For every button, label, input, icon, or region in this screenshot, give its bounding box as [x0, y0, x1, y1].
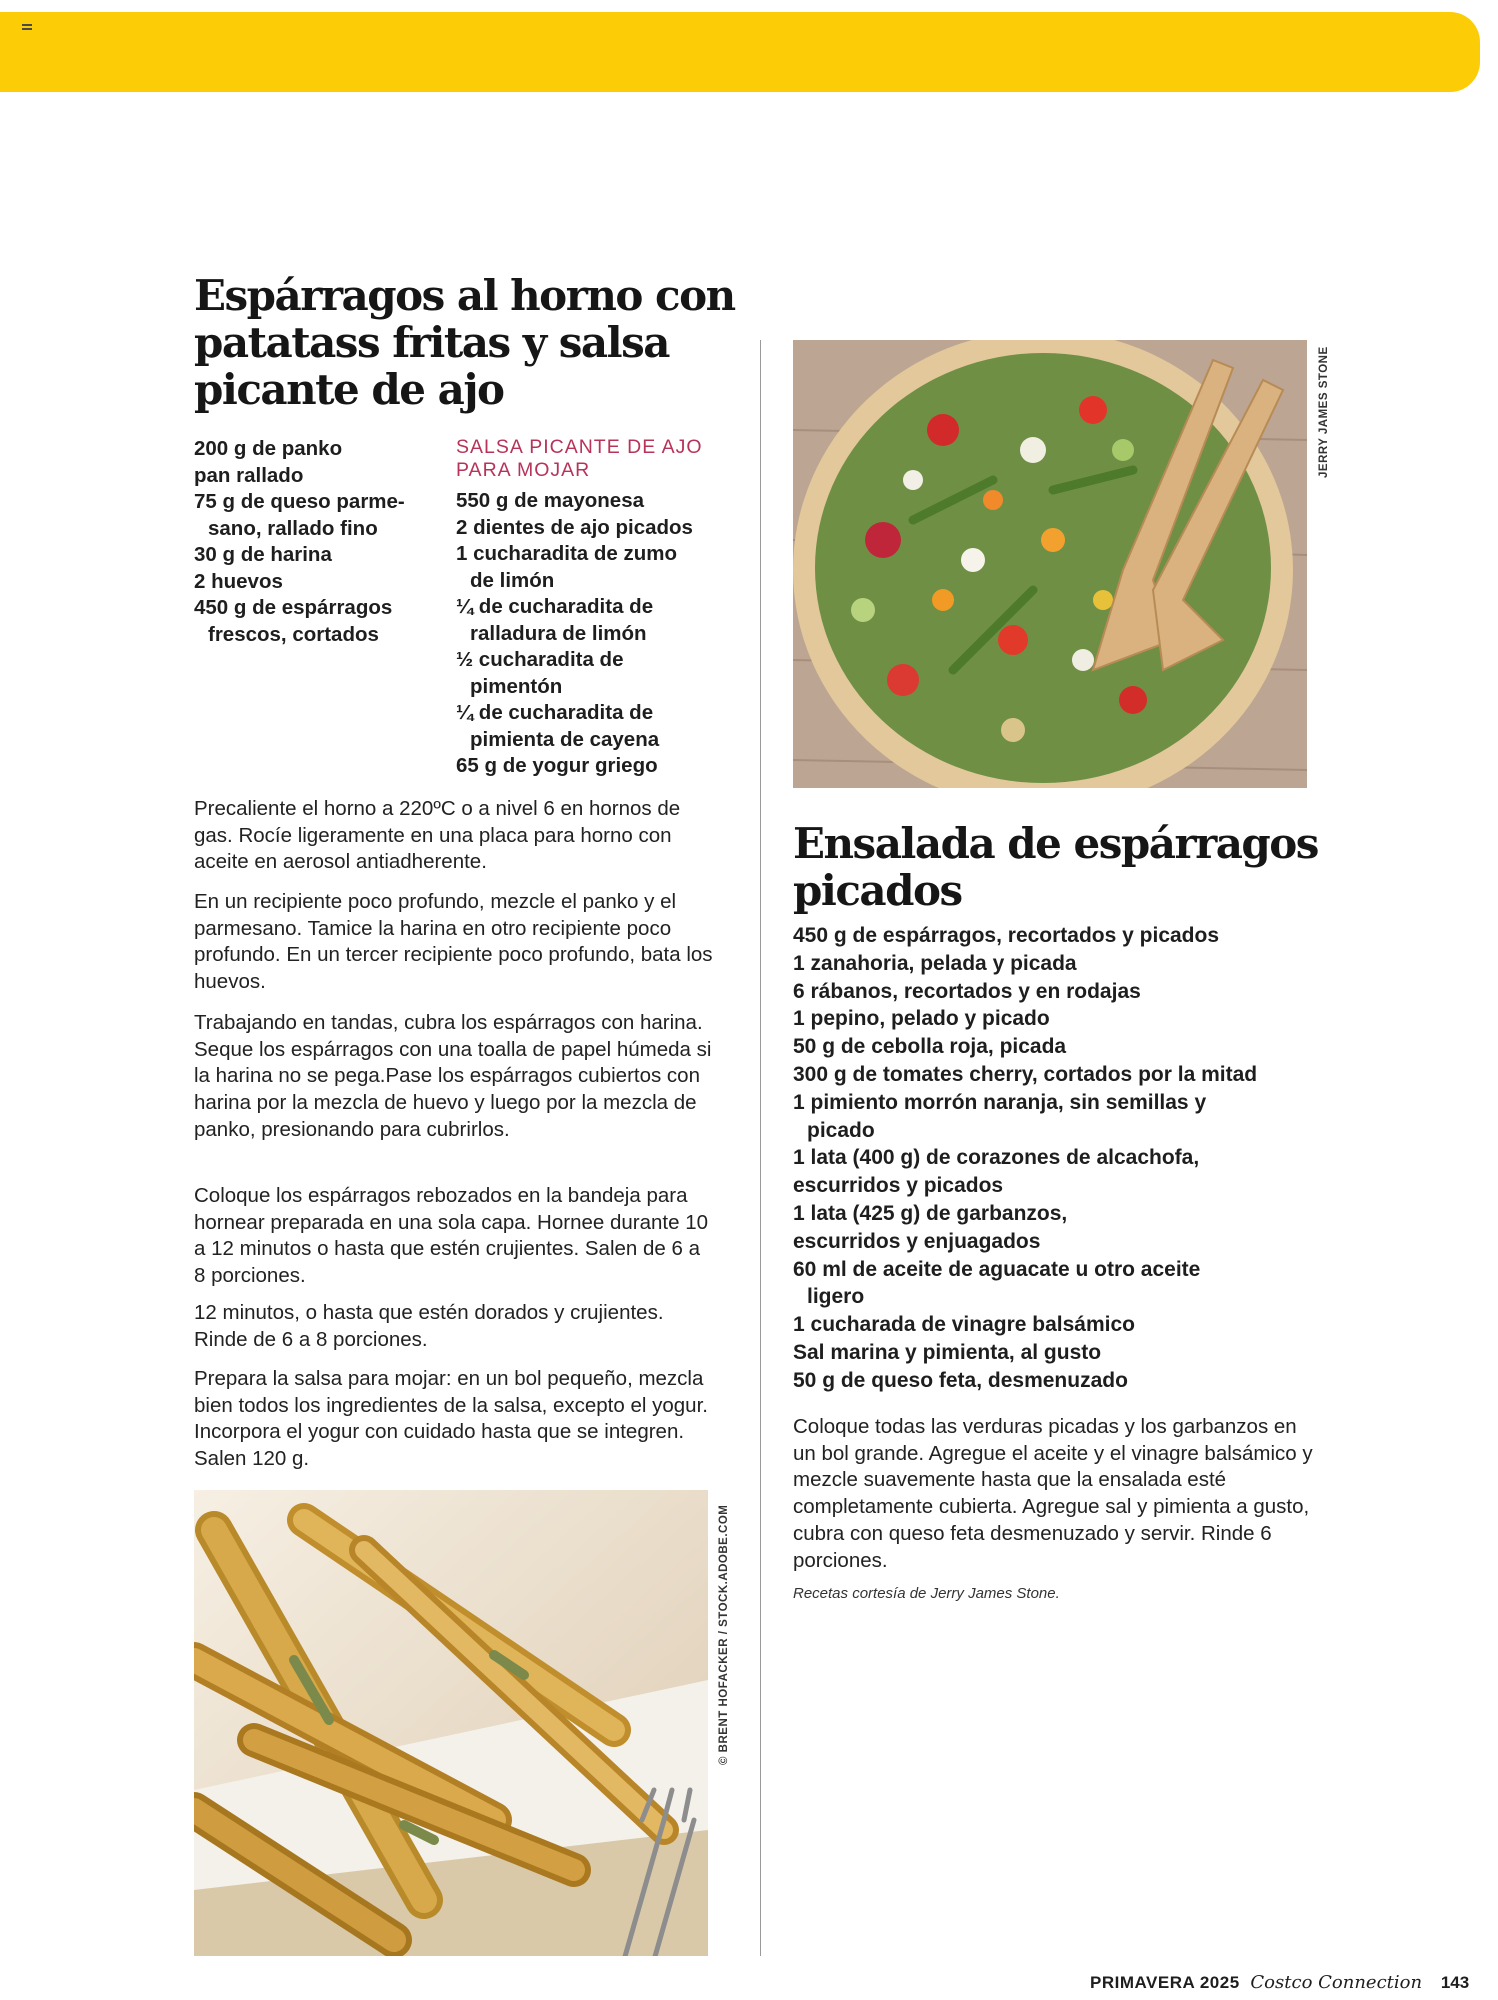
ingredient-item [793, 1339, 1353, 1367]
ingredient-item [456, 700, 716, 753]
ingredient-item [456, 753, 716, 780]
page-number: 143 [1440, 1973, 1470, 1992]
ingredient-text: 1 cucharadita de zumo [456, 542, 678, 565]
ingredient-text: 300 g de tomates cherry, cortados por la mitad [793, 1062, 1258, 1086]
ingredient-text: ¼ de cucharadita de [456, 595, 654, 618]
ingredient-item [194, 463, 454, 490]
ingredient-text: 6 rábanos, recortados y en rodajas [793, 979, 1141, 1003]
recipe2-title: Ensalada de espárragos picados [793, 819, 1318, 915]
ingredient-text: 1 lata (400 g) de corazones de alcachofa, [793, 1146, 1200, 1170]
ingredient-text: 65 g de yogur griego [456, 754, 658, 777]
ingredient-item [194, 542, 454, 569]
ingredient-text-continued: de limón [470, 568, 555, 592]
recipe1-step: En un recipiente poco profundo, mezcle el panko y el parmesano. Tamice la harina en otro recipiente poco profundo. En un tercer recipiente poco profundo, bata los huevos. [194, 890, 713, 994]
ingredient-text-continued: ralladura de limón [470, 621, 647, 645]
ingredient-text: 550 g de mayonesa [456, 489, 645, 512]
ingredient-text: 50 g de cebolla roja, picada [793, 1035, 1067, 1059]
ingredient-item [793, 1061, 1353, 1089]
footer-magazine-name: Costco Connection [1250, 1972, 1423, 1993]
ingredient-item [456, 515, 716, 542]
recipe1-step: Trabajando en tandas, cubra los espárragos con harina. Seque los espárragos con una toalla de papel húmeda si la harina no se pega.Pase los espárragos cubiertos con harina por la mezcla de huevo y luego por la mezcla de panko, presionando para cubrirlos. [194, 1011, 712, 1141]
asparagus-photo-credit: © BRENT HOFACKER / STOCK.ADOBE.COM [718, 1504, 730, 1765]
ingredient-item [194, 595, 454, 648]
recipe2-ingredient-list [793, 922, 1353, 1395]
menu-icon[interactable] [22, 24, 32, 34]
ingredient-text: 75 g de queso parme- [194, 490, 405, 513]
ingredient-item [456, 594, 716, 647]
top-banner [0, 12, 1480, 92]
ingredient-item [194, 489, 454, 542]
salad-photo-credit: JERRY JAMES STONE [1318, 346, 1330, 478]
ingredient-text: 1 zanahoria, pelada y picada [793, 951, 1077, 975]
ingredient-text: 1 pepino, pelado y picado [793, 1007, 1050, 1031]
ingredient-item [793, 978, 1353, 1006]
ingredient-item [793, 1005, 1353, 1033]
sauce-ingredient-list [456, 488, 716, 780]
recipe1-ingredient-list [194, 436, 454, 648]
ingredient-item [793, 1144, 1353, 1172]
column-divider [760, 340, 761, 1956]
ingredient-text: pan rallado [194, 463, 304, 487]
ingredient-text: 60 ml de aceite de aguacate u otro aceite [793, 1257, 1201, 1281]
ingredient-item [793, 1172, 1353, 1200]
ingredient-item [456, 647, 716, 700]
salad-bowl-photo [793, 340, 1307, 788]
ingredient-item [793, 950, 1353, 978]
ingredient-item [793, 1200, 1353, 1228]
recipe-courtesy-note: Recetas cortesía de Jerry James Stone. [793, 1585, 1060, 1602]
ingredient-text: 30 g de harina [194, 543, 332, 566]
ingredient-text: ½ cucharadita de [456, 648, 624, 671]
recipe1-step: Coloque los espárragos rebozados en la bandeja para hornear preparada en una sola capa. Hornee durante 10 a 12 minutos o hasta que estén crujientes. Salen de 6 a 8 porciones. [194, 1184, 709, 1288]
page-footer [1090, 1972, 1490, 1993]
ingredient-text: 1 pimiento morrón naranja, sin semillas y [793, 1090, 1207, 1114]
ingredient-text-continued: picado [807, 1118, 875, 1142]
ingredient-text: escurridos y picados [793, 1174, 1004, 1198]
ingredient-text: Sal marina y pimienta, al gusto [793, 1340, 1102, 1364]
ingredient-item [793, 1228, 1353, 1256]
ingredient-text: 2 huevos [194, 569, 283, 593]
ingredient-item [793, 1367, 1353, 1395]
ingredient-text: 50 g de queso feta, desmenuzado [793, 1368, 1128, 1392]
ingredient-item [194, 569, 454, 596]
ingredient-text: escurridos y enjuagados [793, 1229, 1041, 1253]
ingredient-item [194, 436, 454, 463]
ingredient-text: 1 lata (425 g) de garbanzos, [793, 1201, 1068, 1225]
recipe1-step: 12 minutos, o hasta que estén dorados y crujientes. Rinde de 6 a 8 porciones. [194, 1301, 664, 1351]
ingredient-item [456, 488, 716, 515]
ingredient-text-continued: pimentón [470, 674, 563, 698]
ingredient-text-continued: ligero [807, 1285, 865, 1309]
ingredient-text: 450 g de espárragos, recortados y picados [793, 924, 1220, 947]
ingredient-item [793, 1311, 1353, 1339]
ingredient-text-continued: pimienta de cayena [470, 727, 660, 751]
ingredient-item [793, 1033, 1353, 1061]
ingredient-text: ¼ de cucharadita de [456, 701, 654, 724]
footer-season: PRIMAVERA 2025 [1090, 1973, 1240, 1992]
ingredient-text: 200 g de panko [194, 437, 343, 460]
recipe1-step: Prepara la salsa para mojar: en un bol pequeño, mezcla bien todos los ingredientes de la salsa, excepto el yogur. Incorpora el yogur con cuidado hasta que se integren. Salen 120 g. [194, 1367, 708, 1471]
recipe2-instructions: Coloque todas las verduras picadas y los garbanzos en un bol grande. Agregue el aceite y el vinagre balsámico y mezcle suavemente hasta que la ensalada esté completamente cubierta. Agregue sal y pimienta a gusto, cubra con queso feta desmenuzado y servir. Rinde 6 porciones. [793, 1415, 1313, 1572]
ingredient-text-continued: sano, rallado fino [208, 516, 378, 540]
ingredient-text: 1 cucharada de vinagre balsámico [793, 1313, 1135, 1337]
ingredient-item [793, 1256, 1353, 1312]
ingredient-item [456, 541, 716, 594]
recipe1-step: Precaliente el horno a 220ºC o a nivel 6 en hornos de gas. Rocíe ligeramente en una placa para horno con aceite en aerosol antiadherente. [194, 797, 681, 874]
ingredient-text-continued: frescos, cortados [208, 622, 379, 646]
ingredient-text: 2 dientes de ajo picados [456, 515, 693, 539]
ingredient-text: 450 g de espárragos [194, 596, 393, 619]
sauce-heading: SALSA PICANTE DE AJO PARA MOJAR [456, 436, 703, 481]
recipe1-title: Espárragos al horno con patatass fritas y salsa picante de ajo [194, 271, 735, 414]
fried-asparagus-photo [194, 1490, 708, 1956]
ingredient-item [793, 1089, 1353, 1145]
ingredient-item [793, 922, 1353, 950]
